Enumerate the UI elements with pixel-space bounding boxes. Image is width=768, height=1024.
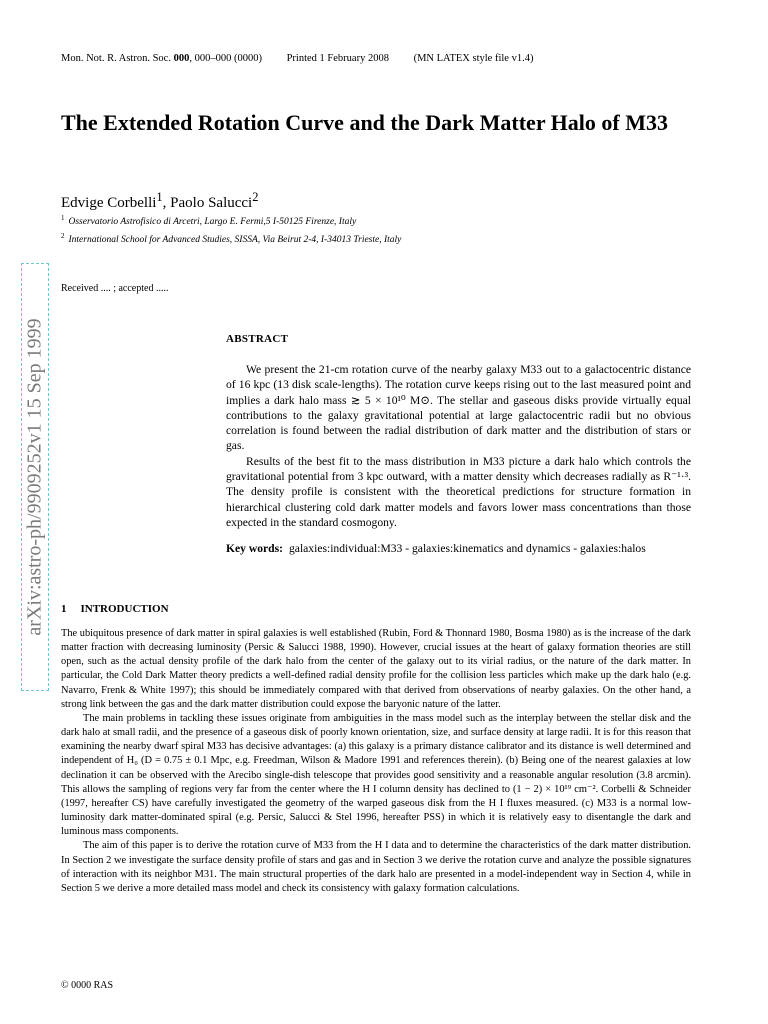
keywords-label: Key words: [226, 542, 283, 555]
abstract-heading: ABSTRACT [226, 333, 289, 345]
section-title: INTRODUCTION [80, 603, 169, 615]
arxiv-identifier[interactable]: arXiv:astro-ph/9909252v1 15 Sep 1999 [23, 318, 46, 636]
keywords-text: galaxies:individual:M33 - galaxies:kinematics and dynamics - galaxies:halos [289, 542, 646, 555]
affiliations [61, 211, 401, 247]
section-body [61, 627, 691, 896]
style-file-note: (MN LATEX style file v1.4) [413, 53, 534, 64]
printed-date: Printed 1 February 2008 [286, 53, 389, 64]
author-separator: , [162, 195, 171, 211]
author-name: Edvige Corbelli [61, 195, 157, 211]
section-heading [61, 603, 183, 615]
running-header [61, 53, 555, 64]
affiliation-marker: 1 [156, 190, 163, 204]
affiliation-line: $^1$ Osservatorio Astrofisico di Arcetri, Largo E. Fermi,5 I-50125 Firenze, Italy [61, 214, 357, 228]
body-paragraph: The main problems in tackling these issues originate from ambiguities in the mass model such as the interplay between the stellar disk and the dark halo at small radii, and the presence of a gaseous disk of poorly known orientation, size, and surface density at large radii. It is for this reason that examining the nearby dwarf spiral M33 has decisive advantages: (a) this galaxy is a primary distance calibrator and its distance is well determined and independent of H₀ (D = 0.75 ± 0.1 Mpc, e.g. Freedman, Wilson & Madore 1991 and references therein). (b) Being one of the nearest galaxies at low declination it can be observed with the Arecibo single-dish telescope that provides good sensitivity and a reasonable angular resolution (3.8 arcmin). This allows the sampling of regions very far from the center where the H I column density has declined to (1 − 2) × 10¹⁹ cm⁻². Corbelli & Schneider (1997, hereafter CS) have carefully investigated the geometry of the warped gaseous disk from the H I fluxes measured. (c) M33 is a normal low-luminosity dark matter-dominated spiral (e.g. Persic, Salucci & Stel 1996, hereafter PSS) in which it is relatively easy to disentangle the dark and luminous mass components. [61, 712, 691, 838]
author-list [61, 190, 258, 212]
abstract-body [226, 362, 691, 530]
keywords [226, 541, 691, 556]
arxiv-stamp[interactable] [21, 263, 49, 691]
journal-citation: Mon. Not. R. Astron. Soc. 000, 000–000 (0000) [61, 53, 262, 64]
copyright-footer: © 0000 RAS [61, 980, 114, 991]
abstract-paragraph: We present the 21-cm rotation curve of the nearby galaxy M33 out to a galactocentric distance of 16 kpc (13 disk scale-lengths). The rotation curve keeps rising out to the last measured point and implies a dark halo mass ≳ 5 × 10¹⁰ M⊙. The stellar and gaseous disks provide virtually equal contributions to the galaxy gravitational potential at large galactocentric radii but no obvious correlation is found between the radial distribution of dark matter and the distribution of stars or gas. [226, 363, 691, 453]
section-number: 1 [61, 603, 67, 615]
author-name: Paolo Salucci [170, 195, 253, 211]
body-paragraph: The aim of this paper is to derive the rotation curve of M33 from the H I data and to determine the characteristics of the dark matter distribution. In Section 2 we investigate the surface density profile of stars and gas and in Section 3 we derive the rotation curve and analyze the possible signatures of interaction with its neighbor M31. The main structural properties of the dark halo are presented in a model-independent way in Section 4, while in Section 5 we derive a more detailed mass model and check its consistency with galaxy formation calculations. [61, 840, 691, 894]
affiliation-line: $^2$ International School for Advanced Studies, SISSA, Via Beirut 2-4, I-34013 Trieste, Italy [61, 232, 402, 246]
abstract-paragraph: Results of the best fit to the mass distribution in M33 picture a dark halo which controls the gravitational potential from 3 kpc outward, with a matter density which decreases radially as R⁻¹·³. The density profile is consistent with the theoretical predictions for structure formation in hierarchical clustering cold dark matter models and favors lower mass concentrations than those expected in the standard cosmogony. [226, 454, 691, 529]
received-line: Received .... ; accepted ..... [61, 283, 169, 294]
body-paragraph: The ubiquitous presence of dark matter in spiral galaxies is well established (Rubin, Ford & Thonnard 1980, Bosma 1980) as is the increase of the dark matter fraction with decreasing luminosity (Persic & Salucci 1988, 1990). However, crucial issues at the heart of galaxy formation theories are still open, such as the actual density profile of the dark halo from the center of the galaxy out to its virial radius, or the nature of the dark matter. In particular, the Cold Dark Matter theory predicts a well-defined radial density profile for the collision less particles which make up the dark halo (e.g. Navarro, Frenk & White 1997); this should be immediately compared with that derived from observations of nearby galaxies. On the other hand, a strong link between the gas and the dark matter distribution could expose the baryonic nature of the latter. [61, 628, 691, 710]
affiliation-marker: 2 [252, 190, 259, 204]
paper-title: The Extended Rotation Curve and the Dark Matter Halo of M33 [61, 110, 668, 135]
